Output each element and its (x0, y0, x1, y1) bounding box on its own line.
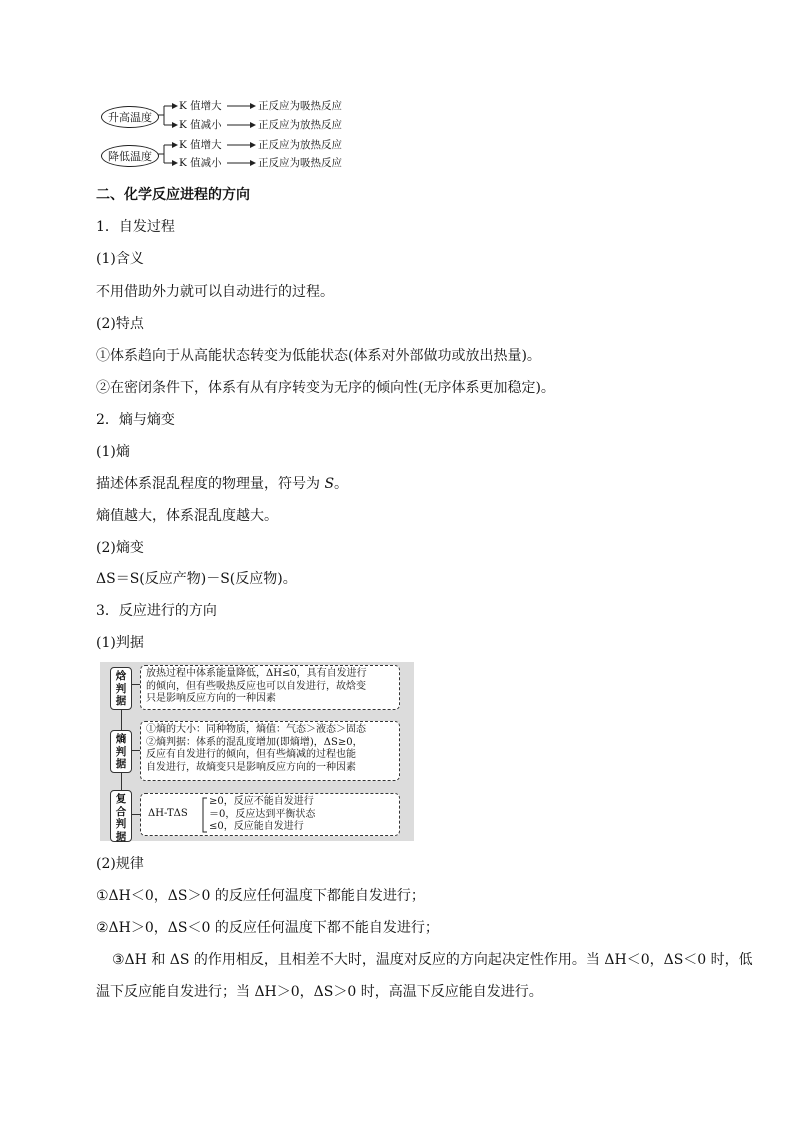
lower-k-decrease: K 值减小 (179, 157, 222, 169)
entropy-def-text: 描述体系混乱程度的物理量，符号为 (96, 476, 325, 492)
combined-case-eq: ＝0，反应达到平衡状态 (209, 808, 316, 820)
enthalpy-line-3: 只是影响反应方向的一种因素 (146, 693, 276, 704)
raise-result-1: 正反应为吸热反应 (258, 100, 342, 112)
lower-k-increase: K 值增大 (179, 139, 222, 151)
entropy-line-4: 自发进行，故熵变只是影响反应方向的一种因素 (146, 761, 356, 773)
combined-criterion-label: 复合判据 (110, 790, 132, 842)
rule-3-line-2: 温下反应能自发进行；当 ΔH＞0，ΔS＞0 时，高温下反应能自发进行。 (96, 984, 543, 1000)
raise-result-2: 正反应为放热反应 (258, 119, 342, 131)
entropy-note: 熵值越大，体系混乱度越大。 (96, 508, 278, 524)
lower-result-1: 正反应为放热反应 (258, 139, 342, 151)
criteria-diagram (100, 662, 414, 841)
lower-temp-label: 降低温度 (108, 150, 152, 163)
rule-1: ①ΔH＜0，ΔS＞0 的反应任何温度下都能自发进行； (96, 888, 425, 904)
combined-case-gt: ≥0，反应不能自发进行 (209, 796, 314, 807)
enthalpy-criterion-label: 焓判据 (110, 667, 132, 710)
combined-brace (201, 797, 209, 833)
raise-temp-oval (101, 106, 159, 128)
raise-k-decrease: K 值减小 (179, 119, 222, 131)
entropy-criterion-box (140, 721, 400, 781)
entropy-line-3: 反应有自发进行的倾向，但有些熵减的过程也能 (146, 749, 356, 760)
section-title: 二、化学反应进程的方向 (96, 187, 250, 203)
feature-2: ②在密闭条件下，体系有从有序转变为无序的倾向性(无序体系更加稳定)。 (96, 380, 555, 396)
entropy-def-end: 。 (334, 476, 349, 492)
raise-k-increase: K 值增大 (179, 100, 222, 112)
enthalpy-line-1: 放热过程中体系能量降低，ΔH≤0，具有自发进行 (146, 668, 367, 679)
sub-features: (2)特点 (96, 316, 144, 332)
heading-entropy: 2．熵与熵变 (96, 412, 175, 428)
rule-3-line-1: ③ΔH 和 ΔS 的作用相反，且相差不大时，温度对反应的方向起决定性作用。当 ΔH＜0，ΔS＜0 时，低 (112, 952, 753, 968)
sub-entropy-change: (2)熵变 (96, 540, 144, 556)
raise-temp-label: 升高温度 (108, 111, 152, 124)
sub-criteria: (1)判据 (96, 635, 144, 651)
lower-temp-oval (101, 145, 159, 167)
heading-direction: 3．反应进行的方向 (96, 603, 217, 619)
heading-spontaneous: 1．自发过程 (96, 219, 175, 235)
feature-1: ①体系趋向于从高能状态转变为低能状态(体系对外部做功或放出热量)。 (96, 348, 541, 364)
enthalpy-connector (132, 684, 140, 685)
enthalpy-line-2: 的倾向，但有些吸热反应也可以自发进行，故焓变 (146, 680, 366, 692)
sub-entropy: (1)熵 (96, 444, 130, 460)
combined-expression: ΔH-TΔS (148, 808, 188, 819)
meaning-text: 不用借助外力就可以自动进行的过程。 (96, 284, 334, 300)
entropy-criterion-label: 熵判据 (110, 730, 132, 773)
entropy-change-formula: ΔS＝S(反应产物)－S(反应物)。 (96, 571, 297, 587)
entropy-symbol: S (324, 476, 335, 492)
combined-criterion-box (140, 793, 400, 836)
enthalpy-criterion-box (140, 665, 400, 710)
sub-meaning: (1)含义 (96, 251, 144, 267)
sub-rules: (2)规律 (96, 856, 144, 872)
combined-cases (209, 796, 315, 834)
entropy-connector (132, 750, 140, 751)
combined-connector (132, 814, 140, 815)
entropy-definition (96, 475, 348, 493)
lower-result-2: 正反应为吸热反应 (258, 157, 342, 169)
rule-2: ②ΔH＞0，ΔS＜0 的反应任何温度下都不能自发进行； (96, 920, 439, 936)
entropy-line-2: ②熵判据：体系的混乱度增加(即熵增)，ΔS≥0， (146, 736, 363, 748)
combined-case-lt: ≤0，反应能自发进行 (209, 821, 304, 832)
entropy-line-1: ①熵的大小：同种物质，熵值：气态＞液态＞固态 (146, 724, 366, 735)
